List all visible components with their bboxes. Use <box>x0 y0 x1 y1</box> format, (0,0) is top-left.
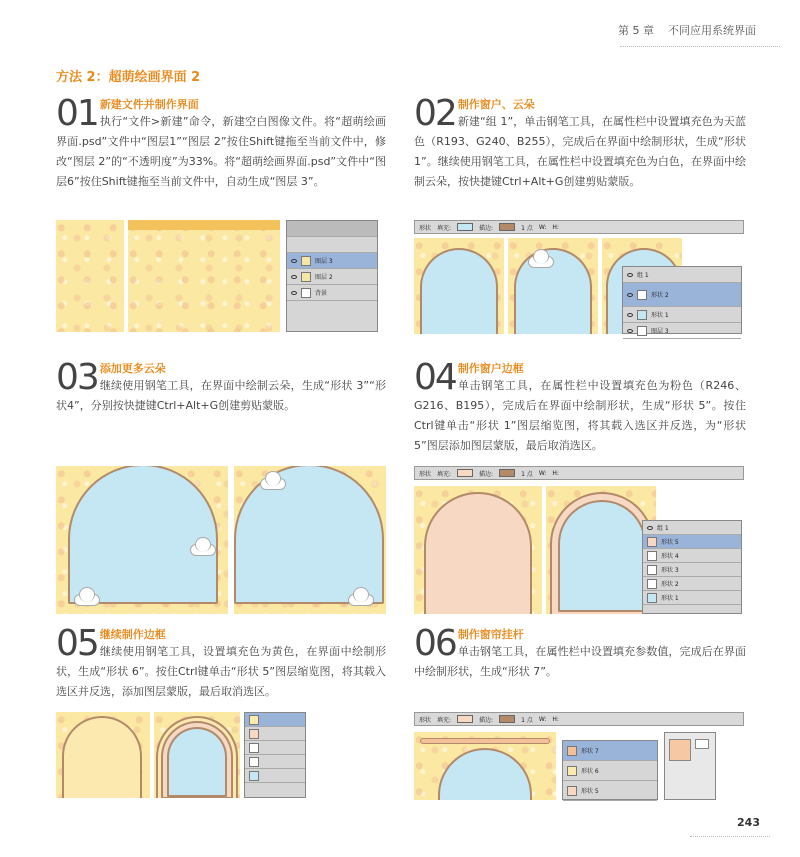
layer-thumbnail <box>301 288 311 298</box>
layer-name: 形状 1 <box>651 312 669 319</box>
layer-row[interactable] <box>643 563 741 577</box>
layer-name: 形状 7 <box>581 748 599 755</box>
layer-thumbnail <box>301 272 311 282</box>
width-label: W: <box>538 469 547 477</box>
step-01 <box>56 93 386 192</box>
eye-icon[interactable] <box>291 275 297 279</box>
layer-row[interactable] <box>287 253 377 269</box>
page-header <box>618 22 756 38</box>
layers-panel-01 <box>286 220 378 332</box>
layer-name: 图层 2 <box>315 274 333 281</box>
step04-preview-1 <box>414 486 542 614</box>
frame-shape <box>161 721 233 798</box>
step-title: 制作窗户、云朵 <box>457 98 535 111</box>
stroke-swatch[interactable] <box>499 469 515 477</box>
step04-preview-2 <box>546 486 656 614</box>
stroke-size[interactable]: 1 点 <box>521 716 533 724</box>
layers-panel-04 <box>642 520 742 614</box>
step-number: 04 <box>414 357 456 398</box>
stroke-swatch[interactable] <box>499 223 515 231</box>
layer-name: 形状 4 <box>661 553 679 560</box>
frame-shape <box>424 492 532 614</box>
method-title: 方法 2：超萌绘画界面 2 <box>56 70 201 85</box>
layer-thumbnail <box>637 290 647 300</box>
curtain-rod-shape <box>420 738 550 744</box>
layer-row[interactable] <box>643 535 741 549</box>
layer-thumbnail <box>249 757 259 767</box>
height-label: H: <box>552 469 559 477</box>
fill-swatch[interactable] <box>457 469 473 477</box>
step05-preview-1 <box>56 712 150 798</box>
frame-shape <box>156 716 238 798</box>
width-label: W: <box>538 223 547 231</box>
step02-preview-2 <box>508 238 598 334</box>
layer-thumbnail <box>301 256 311 266</box>
layer-thumbnail <box>249 729 259 739</box>
layer-thumbnail <box>249 715 259 725</box>
step03-preview-2 <box>234 466 386 614</box>
ok-button[interactable] <box>695 739 709 749</box>
layer-row[interactable] <box>245 713 305 727</box>
layer-row[interactable] <box>245 755 305 769</box>
step-text: 执行“文件>新建”命令，新建空白图像文件。将“超萌绘画界面.psd”文件中“图层1”“图层 2”按住Shift键拖至当前文件中，修改“图层 2”的“不透明度”为33%。将“超萌绘画界面.psd”文件中“图层6”按住Shift键拖至当前文件中，自动生成“图层 3”。 <box>56 115 386 188</box>
eye-icon[interactable] <box>627 329 633 333</box>
eye-icon[interactable] <box>291 291 297 295</box>
fill-swatch[interactable] <box>457 715 473 723</box>
layer-group-row[interactable] <box>643 521 741 535</box>
page-number: 243 <box>737 816 760 829</box>
layer-row[interactable] <box>563 761 657 781</box>
eye-icon[interactable] <box>291 259 297 263</box>
layer-row[interactable] <box>287 285 377 301</box>
step-text: 单击钢笔工具，在属性栏中设置填充色为粉色（R246、G216、B195），完成后在界面中绘制形状，生成“形状 5”。按住Ctrl键单击“形状 1”图层缩览图，将其载入选区并反选，为“形状 5”图层添加图层蒙版，最后取消选区。 <box>414 379 746 452</box>
layer-thumbnail <box>647 551 657 561</box>
eye-icon[interactable] <box>647 526 653 530</box>
step-text: 继续使用钢笔工具，在界面中绘制云朵，生成“形状 3”“形状4”，分别按快捷键Ctrl+Alt+G创建剪贴蒙版。 <box>56 379 386 412</box>
window-shape <box>438 748 532 800</box>
layer-row[interactable] <box>245 741 305 755</box>
step-number: 01 <box>56 93 98 134</box>
step-text: 单击钢笔工具，在属性栏中设置填充参数值，完成后在界面中绘制形状，生成“形状 7”。 <box>414 645 746 678</box>
window-shape <box>558 500 646 612</box>
step-number: 03 <box>56 357 98 398</box>
eye-icon[interactable] <box>627 273 633 277</box>
layer-thumbnail <box>637 326 647 336</box>
step-text: 继续使用钢笔工具，设置填充色为黄色，在界面中绘制形状，生成“形状 6”。按住Ctrl键单击“形状 5”图层缩览图，将其载入选区并反选，添加图层蒙版，最后取消选区。 <box>56 645 386 698</box>
step-title: 添加更多云朵 <box>99 362 166 375</box>
layer-name: 组 1 <box>637 272 649 279</box>
eye-icon[interactable] <box>627 313 633 317</box>
options-toolbar-04 <box>414 466 744 480</box>
pattern-preview-1 <box>56 220 124 332</box>
shape-mode[interactable]: 形状 <box>419 470 432 478</box>
layer-thumbnail <box>647 537 657 547</box>
step-text: 新建“组 1”，单击钢笔工具，在属性栏中设置填充色为天蓝色（R193、G240、B255），完成后在界面中绘制形状，生成“形状 1”。继续使用钢笔工具，在属性栏中设置填充色为白色，在界面中绘制云朵，按快捷键Ctrl+Alt+G创建剪贴蒙版。 <box>414 115 746 188</box>
layer-name: 组 1 <box>657 525 669 532</box>
layer-name: 形状 1 <box>661 595 679 602</box>
step-title: 继续制作边框 <box>99 628 166 641</box>
window-shape <box>68 466 218 604</box>
layer-name: 背景 <box>315 290 328 297</box>
layer-row[interactable] <box>643 591 741 605</box>
layer-row[interactable] <box>643 549 741 563</box>
height-label: H: <box>552 223 559 231</box>
width-label: W: <box>538 715 547 723</box>
layer-thumbnail <box>567 766 577 776</box>
layer-name: 形状 5 <box>661 539 679 546</box>
options-toolbar-02 <box>414 220 744 234</box>
pattern-preview-2 <box>128 220 280 332</box>
layer-thumbnail <box>249 743 259 753</box>
fill-label: 填充: <box>437 224 452 232</box>
window-shape <box>167 727 227 797</box>
fill-label: 填充: <box>437 716 452 724</box>
layer-thumbnail <box>567 746 577 756</box>
stroke-size[interactable]: 1 点 <box>521 470 533 478</box>
cloud-shape <box>528 256 554 268</box>
layer-row[interactable] <box>623 283 741 307</box>
layer-thumbnail <box>647 593 657 603</box>
eye-icon[interactable] <box>627 293 633 297</box>
color-picker-dialog <box>664 732 716 800</box>
step-number: 02 <box>414 93 456 134</box>
step-number: 06 <box>414 623 456 664</box>
layer-row[interactable] <box>623 307 741 323</box>
frame-shape <box>550 492 654 614</box>
step-06 <box>414 623 746 682</box>
step-number: 05 <box>56 623 98 664</box>
layer-name: 形状 5 <box>581 788 599 795</box>
layer-row[interactable] <box>563 781 657 801</box>
layer-row[interactable] <box>643 577 741 591</box>
layer-row[interactable] <box>623 323 741 339</box>
stroke-size[interactable]: 1 点 <box>521 224 533 232</box>
chapter-title: 不同应用系统界面 <box>668 24 756 37</box>
step05-preview-2 <box>154 712 240 798</box>
page-rule <box>690 836 770 837</box>
options-toolbar-06 <box>414 712 744 726</box>
step-title: 制作窗帘挂杆 <box>457 628 524 641</box>
layer-group-row[interactable] <box>623 267 741 283</box>
layer-thumbnail <box>637 310 647 320</box>
window-shape <box>234 466 384 604</box>
stroke-label: 描边: <box>479 224 494 232</box>
step-05 <box>56 623 386 702</box>
layers-panel-06 <box>562 740 658 800</box>
layer-row[interactable] <box>563 741 657 761</box>
step03-preview-1 <box>56 466 228 614</box>
layer-thumbnail <box>567 786 577 796</box>
cloud-shape <box>348 594 374 606</box>
layer-name: 形状 2 <box>651 292 669 299</box>
window-shape <box>420 248 498 334</box>
panel-options <box>287 237 377 253</box>
layer-thumbnail <box>249 771 259 781</box>
height-label: H: <box>552 715 559 723</box>
layers-panel-02 <box>622 266 742 334</box>
chapter-label: 第 5 章 <box>618 24 654 37</box>
panel-tabs <box>287 221 377 237</box>
layer-row[interactable] <box>245 727 305 741</box>
layer-name: 形状 3 <box>661 567 679 574</box>
color-field[interactable] <box>669 739 691 761</box>
fill-swatch[interactable] <box>457 223 473 231</box>
cloud-shape <box>190 544 216 556</box>
stroke-label: 描边: <box>479 470 494 478</box>
stroke-label: 描边: <box>479 716 494 724</box>
step-03 <box>56 357 386 416</box>
fill-label: 填充: <box>437 470 452 478</box>
layer-name: 图层 3 <box>315 258 333 265</box>
layer-name: 形状 6 <box>581 768 599 775</box>
stroke-swatch[interactable] <box>499 715 515 723</box>
step-02 <box>414 93 746 192</box>
shape-mode[interactable]: 形状 <box>419 716 432 724</box>
step-title: 新建文件并制作界面 <box>99 98 199 111</box>
layer-name: 图层 3 <box>651 328 669 335</box>
step-title: 制作窗户边框 <box>457 362 524 375</box>
layer-row[interactable] <box>287 269 377 285</box>
header-rule <box>620 46 780 47</box>
step06-preview <box>414 732 556 800</box>
cloud-shape <box>260 478 286 490</box>
layer-name: 形状 2 <box>661 581 679 588</box>
status-bar <box>128 220 280 230</box>
layer-thumbnail <box>647 565 657 575</box>
cloud-shape <box>74 594 100 606</box>
layer-row[interactable] <box>245 769 305 783</box>
layer-thumbnail <box>647 579 657 589</box>
layers-panel-05 <box>244 712 306 798</box>
step-04 <box>414 357 746 456</box>
frame-shape <box>62 716 142 798</box>
shape-mode[interactable]: 形状 <box>419 224 432 232</box>
step02-preview-1 <box>414 238 504 334</box>
